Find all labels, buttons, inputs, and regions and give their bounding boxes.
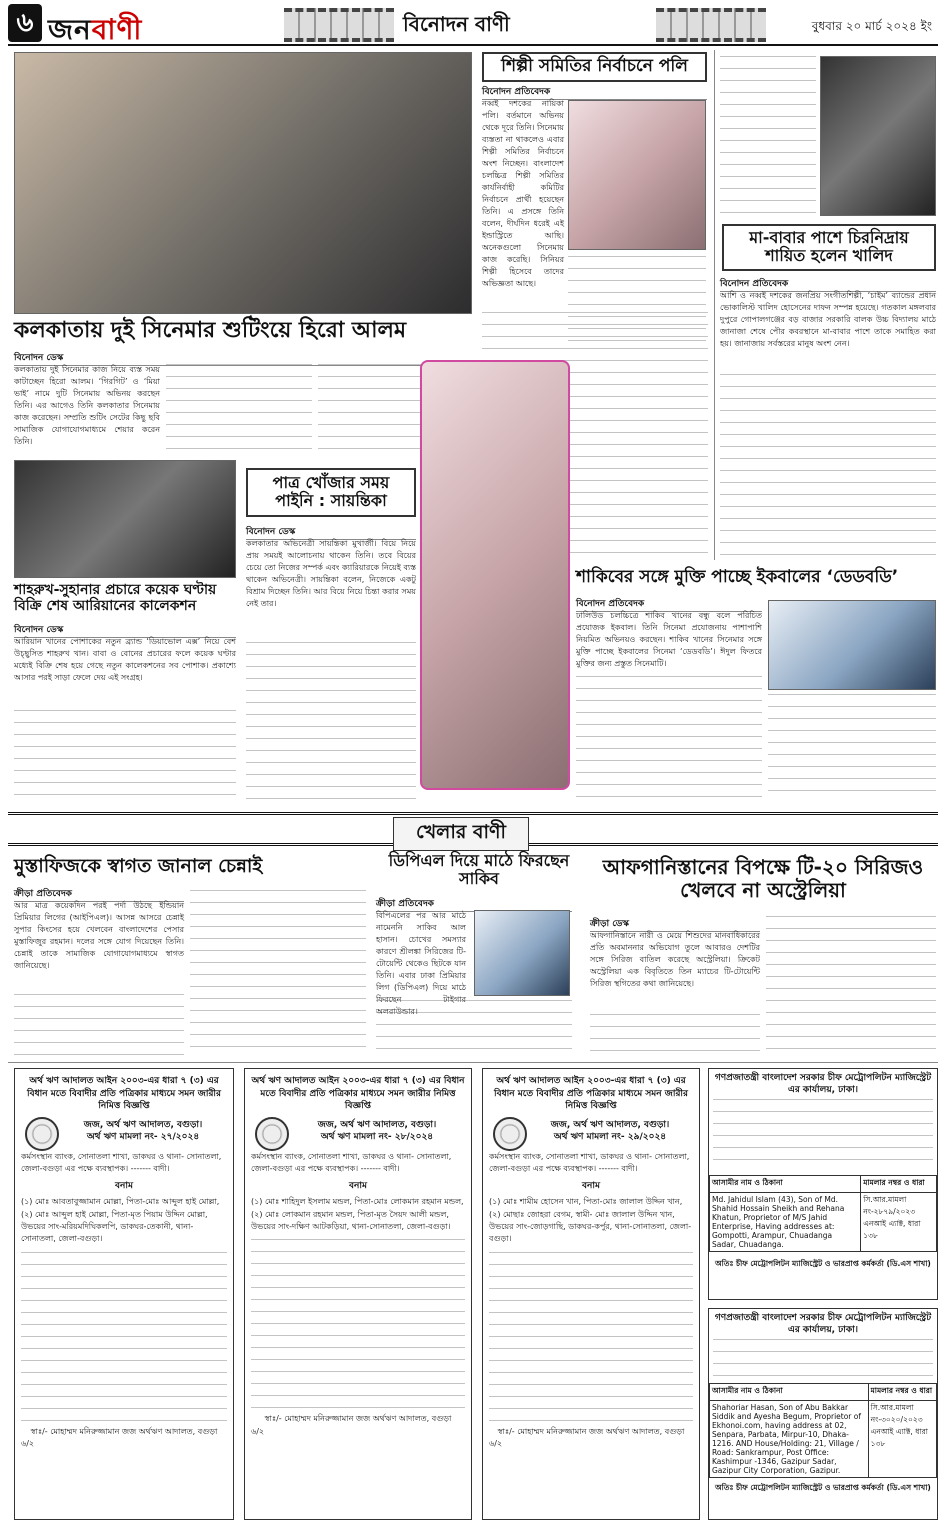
gov-notice-2	[708, 1308, 938, 1520]
alam-body: কলকাতায় দুই সিনেমার কাজ নিয়ে ব্যস্ত সময় কাটাচ্ছেন হিরো আলম। ‘গিরগিট’ ও ‘মিয়া ভাই’ নামে দুটি সিনেমায় অভিনয় করছেন তিনি। এর আগেও তিনি কলকাতার সিনেমায় কাজ করেছেন। সম্প্রতি শুটিং সেটের কিছু ছবি সামাজিক যোগাযোগমাধ্যমে শেয়ার করেন তিনি।	[14, 365, 160, 446]
gov-notice-table	[709, 1383, 937, 1478]
court-seal-icon	[255, 1117, 289, 1151]
accused-cell: Shahoriar Hasan, Son of Abu Bakkar Siddik and Ayesha Begum, Proprietor of Ekhonoi.com, having address at 02, Senpara, Parbata, Mirpur-10, Dhaka-1216. AND House/Holding: 21, Village / Road: Sankrampur, Post Office: Kashimpur -1346, Gazipur Sadar, Gazipur City Corporation, Gazipur.	[710, 1401, 869, 1478]
notice-divider	[8, 1062, 938, 1063]
gov-notice-footer: অতিঃ চীফ মেট্রোপলিটন ম্যাজিস্ট্রেট ও ভারপ্রাপ্ত কর্মকর্তা (ডি.এস শাখা)	[715, 1483, 931, 1493]
poli-photo	[568, 100, 706, 250]
court-notice-1	[14, 1068, 234, 1520]
khalid-top-text	[720, 56, 816, 216]
notice-plaintiff: কর্মসংস্থান ব্যাংক, সোনাতলা শাখা, ডাকঘর ও থানা- সোনাতলা, জেলা-বগুড়া এর পক্ষে ব্যবস্থাপক। ------- বাদী।	[251, 1151, 452, 1174]
mustafiz-body-col2	[190, 890, 366, 1056]
notice-code: ৬/২	[21, 1439, 35, 1449]
notice-code: ৬/২	[489, 1439, 503, 1449]
shakib-dpl-photo	[474, 910, 570, 996]
brand-part-b: বাণী	[91, 13, 143, 46]
mustafiz-byline: ক্রীড়া প্রতিবেদক	[14, 886, 184, 902]
alam-body-col2	[166, 364, 312, 456]
notice-versus: বনাম	[349, 1180, 367, 1191]
khalid-body-continued	[720, 374, 936, 560]
court-notice-2	[244, 1068, 472, 1520]
shahrukh-suhana-photo	[14, 460, 236, 578]
col-accused: আসামীর নাম ও ঠিকানা	[710, 1384, 869, 1401]
shahrukh-headline: শাহরুখ-সুহানার প্রচারে কয়েক ঘণ্টায় বিক্রি শেষ আরিয়ানের কালেকশন	[14, 582, 217, 615]
notice-body-lines	[489, 1252, 693, 1422]
poli-body: নব্বই দশকের নায়িকা পলি। বর্তমানে অভিনয় থেকে দূরে তিনি। সিনেমায় ব্যস্ততা না থাকলেও এবার শিল্পী সমিতির নির্বাচনে অংশ নিচ্ছেন। বাংলাদেশ চলচ্চিত্র শিল্পী সমিতির কার্যনির্বাহী কমিটির নির্বাচনে প্রার্থী হয়েছেন তিনি। এ প্রসঙ্গে তিনি বলেন, দীর্ঘদিন ধরেই এই ইন্ডাস্ট্রিতে আছি। অনেকগুলো সিনেমায় কাজ করেছি। সিনিয়র শিল্পী হিসেবে তাদের অভিজ্ঞতা আছে।	[482, 99, 564, 288]
shakib-dpl-body: বিপিএলের পর আর মাঠে নামেননি সাকিব আল হাসান। চোখের সমস্যার কারণে শ্রীলঙ্কা সিরিজের টি-টোয়েন্টি থেকেও ছিটকে যান তিনি। এবার ঢাকা প্রিমিয়ার লিগ (ডিপিএল) দিয়ে মাঠে ফিরছেন টাইগার অলরাউন্ডার।	[376, 911, 466, 1016]
page-number: ৬	[8, 4, 42, 42]
column-rule	[714, 50, 715, 560]
afg-body-col1-more	[590, 1014, 760, 1056]
shakib-dpl-body-continued	[376, 1000, 572, 1056]
notice-signature: স্বাঃ/- মোহাম্মদ মনিরুজ্জামান জজ অর্থঋণ আদালত, বগুড়া	[264, 1414, 452, 1424]
sayantika-body: কলকাতার অভিনেত্রী সায়ন্তিকা মুখার্জী। বিয়ে নিয়ে প্রায় সময়ই আলোচনায় থাকেন তিনি। তবে বিয়ের চেয়ে তো নিজের সম্পর্ক এবং ক্যারিয়ারকে নিয়েই ব্যস্ত থাকেন অভিনেত্রী। সায়ন্তিকা বলেন, নিজেকে একটু বিশ্রাম দিচ্ছেন তিনি। আর বিয়ে নিয়ে চিন্তা করার সময় নেই তার।	[246, 539, 416, 608]
notice-versus: বনাম	[115, 1180, 133, 1191]
notice-title: অর্থ ঋণ আদালত আইন ২০০৩-এর ধারা ৭ (৩) এর বিধান মতে বিবাদীর প্রতি পত্রিকার মাধ্যমে সমন জারীর নিমিত্ত বিজ্ঞপ্তি	[251, 1076, 465, 1112]
mustafiz-headline: মুস্তাফিজকে স্বাগত জানাল চেন্নাই	[14, 855, 263, 877]
shakib-iqbal-photo	[768, 600, 936, 690]
gov-notice-lines	[713, 1099, 933, 1169]
notice-defendant: (১) মোঃ শাহিদুল ইসলাম মন্ডল, পিতা-মোঃ লোকমান রহমান মন্ডল, (২) মোঃ লোকমান রহমান মন্ডল, পিতা-মৃত সৈয়দ আলী মন্ডল, উভয়ের সাং-দক্ষিণ আটকড়িয়া, থানা-সোনাতলা, জেলা-বগুড়া।	[251, 1197, 464, 1231]
afg-byline: ক্রীড়া ডেস্ক	[590, 916, 760, 932]
brand-part-a: জন	[48, 13, 92, 46]
notice-versus: বনাম	[582, 1180, 600, 1191]
shakib-dpl-headline: ডিপিএল দিয়ে মাঠে ফিরছেন সাকিব	[388, 851, 570, 889]
notice-plaintiff: কর্মসংস্থান ব্যাংক, সোনাতলা শাখা, ডাকঘর ও থানা- সোনাতলা, জেলা-বগুড়া এর পক্ষে ব্যবস্থাপক। ------- বাদী।	[489, 1151, 690, 1174]
newspaper-logo	[48, 8, 142, 55]
shahrukh-body: আরিয়ান খানের পোশাকের নতুন ব্র্যান্ড ‘ডিয়াভোল এক্স’ নিয়ে বেশ উচ্ছ্বসিত শাহরুখ খান। বাবা ও বোনের প্রচারের ফলে কয়েক ঘণ্টার মধ্যেই বিক্রি শেষ হয়ে গেছে নতুন কালেকশনের সব পোশাক। প্রকাশ্যে আসার পরই সাড়া ফেলে দেয় এই সংগ্রহ।	[14, 637, 236, 682]
sayantika-byline: বিনোদন ডেস্ক	[246, 524, 416, 540]
notice-court: জজ, অর্থ ঋণ আদালত, বগুড়া।	[317, 1119, 437, 1130]
col-case: মামলার নম্বর ও ধারা	[861, 1176, 937, 1193]
col-case: মামলার নম্বর ও ধারা	[868, 1384, 936, 1401]
notice-court: জজ, অর্থ ঋণ আদালত, বগুড়া।	[83, 1119, 203, 1130]
notice-plaintiff: কর্মসংস্থান ব্যাংক, সোনাতলা শাখা, ডাকঘর ও থানা- সোনাতলা, জেলা-বগুড়া এর পক্ষে ব্যবস্থাপক। ------- বাদী।	[21, 1151, 222, 1174]
notice-defendant: (১) মোঃ আবতাবুজ্জামান মোল্লা, পিতা-মোঃ আব্দুল হাই মোল্লা, (২) মোঃ আব্দুল হাই মোল্লা, পিতা-মৃত পিয়াম উদ্দিন মোল্লা, উভয়ের সাং-মরিয়মদিঘিকলপি, ডাকঘর-তেকানী, থানা-সোনাতলা, জেলা-বগুড়া।	[21, 1197, 220, 1244]
khalid-headline: মা-বাবার পাশে চিরনিদ্রায় শায়িত হলেন খালিদ	[722, 224, 936, 271]
shahrukh-body-continued	[14, 710, 236, 802]
afg-headline: আফগানিস্তানের বিপক্ষে টি-২০ সিরিজও খেলবে না অস্ট্রেলিয়া	[602, 855, 924, 902]
gov-notice-heading: গণপ্রজাতন্ত্রী বাংলাদেশ সরকার চীফ মেট্রোপলিটন ম্যাজিস্ট্রেট এর কার্যালয়, ঢাকা।	[714, 1073, 932, 1096]
issue-date: বুধবার ২০ মার্চ ২০২৪ ইং	[811, 19, 932, 33]
film-strip-decoration-left	[284, 8, 394, 42]
afg-body: আফগানিস্তানে নারী ও মেয়ে শিশুদের মানবাধিকারের প্রতি অবমাননার অভিযোগ তুলে আবারও দেশটির সঙ্গে সিরিজ বাতিল করেছে অস্ট্রেলিয়া। ক্রিকেট অস্ট্রেলিয়া এক বিবৃতিতে তিন ম্যাচের টি-টোয়েন্টি সিরিজ স্থগিতের কথা জানিয়েছে।	[590, 931, 760, 988]
court-notice-3	[482, 1068, 700, 1520]
hero-alam-group-photo	[14, 52, 472, 314]
gov-notice-heading: গণপ্রজাতন্ত্রী বাংলাদেশ সরকার চীফ মেট্রোপলিটন ম্যাজিস্ট্রেট এর কার্যালয়, ঢাকা।	[714, 1313, 932, 1336]
alam-byline: বিনোদন ডেস্ক	[14, 350, 472, 366]
notice-signature: স্বাঃ/- মোহাম্মদ মনিরুজ্জামান জজ অর্থঋণ আদালত, বগুড়া	[30, 1426, 218, 1436]
notice-body-lines	[251, 1239, 465, 1409]
poli-headline: শিল্পী সমিতির নির্বাচনে পলি	[482, 52, 707, 82]
film-strip-decoration-right	[656, 8, 766, 42]
shakib-film-headline: শাকিবের সঙ্গে মুক্তি পাচ্ছে ইকবালের ‘ডেডবডি’	[576, 567, 899, 587]
khalid-photo	[820, 56, 936, 216]
notice-case: অর্থ ঋণ মামলা নং- ২৯/২০২৪	[553, 1132, 667, 1143]
shakib-film-body: ঢালিউড চলচ্চিত্রে শাকিব খানের বন্ধু বলে পরিচিত প্রযোজক ইকবাল। তিনি সিনেমা প্রযোজনায় পাশাপাশি নিয়মিত অভিনয়ও করছেন। শাকিব খানের সিনেমার সঙ্গে মুক্তি পাচ্ছে ইকবালের সিনেমা ‘ডেডবডি’। ঈদুল ফিতরে মুক্তির জন্য প্রস্তুত সিনেমাটি।	[576, 611, 762, 668]
notice-code: ৬/২	[251, 1426, 265, 1436]
mustafiz-body: আর মাত্র কয়েকদিন পরই পর্দা উঠছে ইন্ডিয়ান প্রিমিয়ার লিগের (আইপিএল)। আসন্ন আসরে চেন্নাই সুপার কিংসের হয়ে খেলবেন বাংলাদেশের পেসার মুস্তাফিজুর রহমান। দলের সঙ্গে যোগ দিয়েছেন তিনি। চেন্নাই তাকে সামাজিক যোগাযোগমাধ্যমে স্বাগত জানিয়েছে।	[14, 901, 184, 970]
notice-case: অর্থ ঋণ মামলা নং- ২৭/২০২৪	[86, 1132, 200, 1143]
notice-defendant: (১) মোঃ শামীম হোসেন খান, পিতা-মোঃ জালাল উদ্দিন খান, (২) মোছাঃ জোহরা বেগম, স্বামী- মোঃ জালাল উদ্দিন খান, উভয়ের সাং-জোড়গাছি, ডাকঘর-কর্পুর, থানা-সোনাতলা, জেলা-বগুড়া।	[489, 1197, 692, 1244]
section-title: বিনোদন বাণী	[403, 12, 510, 36]
sayantika-headline: পাত্র খোঁজার সময় পাইনি : সায়ন্তিকা	[246, 468, 416, 517]
notice-body-lines	[21, 1252, 227, 1422]
case-cell: সি.আর.মামলা নং-২৮৭৯/২০২৩ এনআই এ্যাক্ট, ধারা ১৩৮	[861, 1193, 937, 1252]
notice-signature: স্বাঃ/- মোহাম্মদ মনিরুজ্জামান জজ অর্থঋণ আদালত, বগুড়া	[497, 1426, 685, 1436]
shakib-film-body-col2	[768, 694, 936, 802]
khalid-body: আশি ও নব্বই দশকের জনপ্রিয় সংগীতশিল্পী, ‘চাইম’ ব্যান্ডের প্রধান ভোকালিস্ট খালিদ হোসেনের দাফন সম্পন্ন হয়েছে। গতকাল মঙ্গলবার দুপুরে গোপালগঞ্জের বড় বাজার সরকারি বালক উচ্চ বিদ্যালয় মাঠে জানাজা শেষে পৌর কবরস্থানে মা-বাবার পাশে তাকে সমাহিত করা হয়। জানাজায় সর্বস্তরের মানুষ অংশ নেন।	[720, 291, 936, 348]
col-accused: আসামীর নাম ও ঠিকানা	[710, 1176, 861, 1193]
shakib-film-body-col1	[576, 676, 762, 802]
notice-court: জজ, অর্থ ঋণ আদালত, বগুড়া।	[550, 1119, 670, 1130]
court-seal-icon	[493, 1117, 527, 1151]
shahrukh-byline: বিনোদন ডেস্ক	[14, 622, 236, 638]
sports-section-band	[8, 812, 938, 846]
alam-headline: কলকাতায় দুই সিনেমার শুটিংয়ে হিরো আলম	[14, 318, 407, 343]
gov-notice-footer: অতিঃ চীফ মেট্রোপলিটন ম্যাজিস্ট্রেট ও ভারপ্রাপ্ত কর্মকর্তা (ডি.এস শাখা)	[715, 1259, 931, 1269]
sayantika-body-continued	[246, 642, 416, 802]
sports-section-title: খেলার বাণী	[393, 817, 529, 851]
notice-case: অর্থ ঋণ মামলা নং- ২৮/২০২৪	[320, 1132, 434, 1143]
afg-body-col2	[766, 916, 936, 1056]
masthead	[8, 4, 938, 46]
accused-cell: Md. Jahidul Islam (43), Son of Md. Shahid Hossain Sheikh and Rehana Khatun, Proprietor of M/S Jahid Enterprise, Having addresses at: Gompotti, Arampur, Chuadanga Sadar, Chuadanga.	[710, 1193, 861, 1252]
court-seal-icon	[25, 1117, 59, 1151]
khalid-byline: বিনোদন প্রতিবেদক	[720, 276, 936, 292]
case-cell: সি.আর.মামলা নং-৩০২০/২০২৩ এনআই এ্যাক্ট, ধারা ১৩৮	[868, 1401, 936, 1478]
mustafiz-body-col1-more	[14, 994, 184, 1056]
notice-title: অর্থ ঋণ আদালত আইন ২০০৩-এর ধারা ৭ (৩) এর বিধান মতে বিবাদীর প্রতি পত্রিকার মাধ্যমে সমন জারীর নিমিত্ত বিজ্ঞপ্তি	[27, 1076, 221, 1112]
gov-notice-1	[708, 1068, 938, 1300]
sayantika-cutout-photo	[420, 360, 570, 790]
poli-byline: বিনোদন প্রতিবেদক	[482, 84, 707, 100]
shakib-film-byline: বিনোদন প্রতিবেদক	[576, 596, 762, 612]
gov-notice-lines	[713, 1339, 933, 1379]
shakib-dpl-byline: ক্রীড়া প্রতিবেদক	[376, 896, 572, 912]
gov-notice-table	[709, 1175, 937, 1252]
notice-title: অর্থ ঋণ আদালত আইন ২০০৩-এর ধারা ৭ (৩) এর বিধান মতে বিবাদীর প্রতি পত্রিকার মাধ্যমে সমন জারীর নিমিত্ত বিজ্ঞপ্তি	[494, 1076, 688, 1112]
